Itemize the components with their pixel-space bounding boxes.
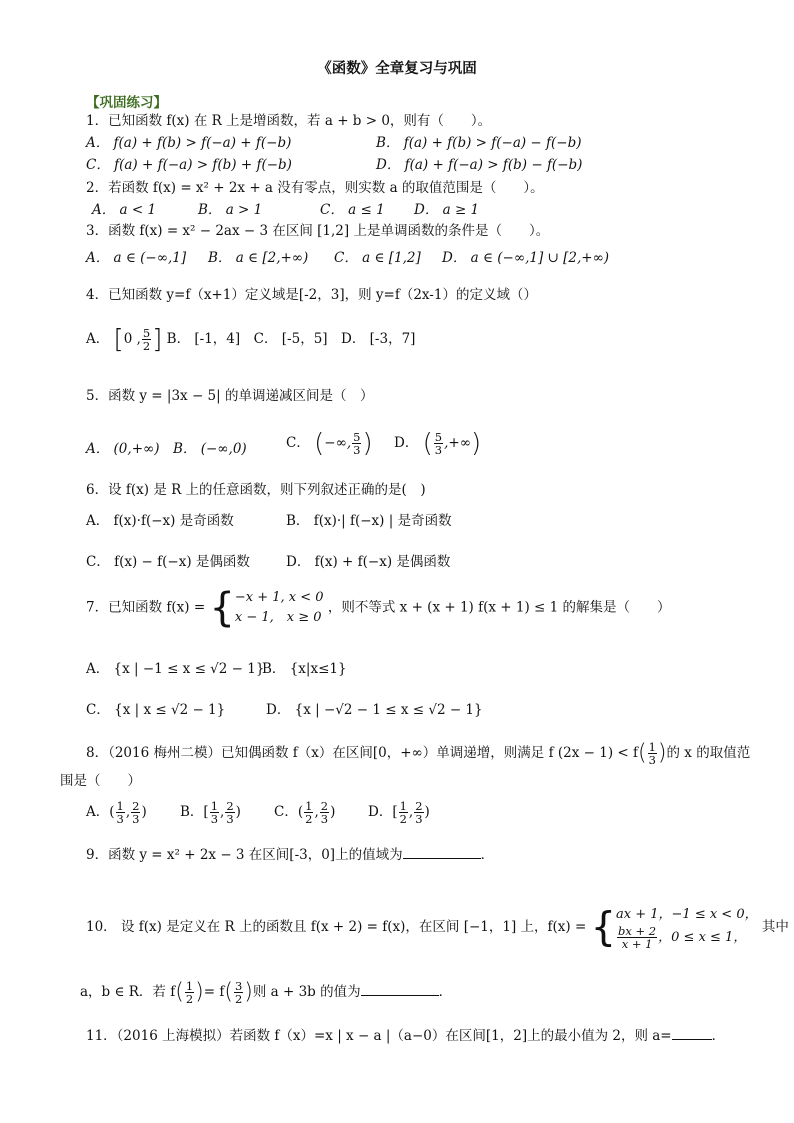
- q5-option-d-label: D．: [394, 435, 419, 451]
- q11-stem: 11．（2016 上海模拟）若函数 f（x）=x | x − a |（a−0）在区间[1，2]上的最小值为 2，则 a= ．: [86, 1028, 726, 1044]
- page-title: 《函数》全章复习与巩固: [317, 61, 477, 77]
- q10-brace: {: [590, 904, 617, 951]
- q4-zero: 0: [123, 331, 133, 347]
- q3-option-c: C． a ∈ [1,2]: [334, 250, 421, 266]
- q3-option-b: B． a ∈ [2,+∞): [208, 250, 309, 266]
- q4-bracket-left: [: [113, 324, 124, 355]
- q6-option-a: A． f(x)·f(−x) 是奇函数: [86, 513, 234, 529]
- q8-option-c: C．( $\frac{1}{2}$ , $\frac{2}{3}$ ): [274, 799, 336, 826]
- q1-option-c: C． f(a) + f(−a) > f(b) + f(−b): [86, 157, 292, 173]
- q7-case-2: x − 1, x ≥ 0: [234, 610, 322, 625]
- q7-option-a: A． {x | −1 ≤ x ≤ √2 − 1}: [86, 661, 265, 677]
- q8-stem-a: 8．（2016 梅州二模）已知偶函数 f（x）在区间[0，+∞）单调递增，则满足 f (2x − 1) < f: [86, 745, 638, 761]
- q8-option-a: A．( $\frac{1}{3}$ , $\frac{2}{3}$ ): [86, 799, 147, 826]
- q7-stem: [86, 585, 671, 631]
- q5-option-c: C． (−∞, $\frac{5}{3}$ ): [286, 428, 373, 459]
- section-heading: 【巩固练习】: [86, 95, 167, 111]
- q5-fraction-c: $\frac{5}{3}$: [353, 430, 361, 457]
- q7-stem-post: ，则不等式 x + (x + 1) f(x + 1) ≤ 1 的解集是（ ）: [327, 599, 671, 616]
- q7-case-1: −x + 1, x < 0: [234, 590, 324, 605]
- q10-stem-line1: 10． 设 f(x) 是定义在 R 上的函数且 f(x + 2) = f(x)，在区间 [−1，1] 上，f(x) = { ax + 1，−1 ≤ x < 0， $\frac{bx + 2}{x + 1}$ ，0 ≤ x ≤ 1， 其中: [86, 904, 789, 951]
- q8-option-b: B．[ $\frac{1}{3}$ , $\frac{2}{3}$ ): [180, 799, 241, 826]
- q7-stem-pre: 7．已知函数 f(x) =: [86, 599, 206, 616]
- q10-cases: [616, 905, 758, 950]
- q1-option-a: A． f(a) + f(b) > f(−a) + f(−b): [86, 135, 292, 151]
- q1-option-b: B． f(a) + f(b) > f(−a) − f(−b): [376, 135, 582, 151]
- q1-stem: 1．已知函数 f(x) 在 R 上是增函数，若 a + b > 0，则有（ ）。: [86, 113, 492, 129]
- q10-stem-line2: a，b ∈ R．若 f( $\frac{1}{2}$ )= f( $\frac{3}{2}$ )则 a + 3b 的值为 ．: [80, 979, 453, 1006]
- q6-option-d: D． f(x) + f(−x) 是偶函数: [286, 554, 451, 570]
- q10-case-1: ax + 1，−1 ≤ x < 0，: [616, 907, 758, 922]
- q3-option-d: D． a ∈ (−∞,1] ∪ [2,+∞): [442, 250, 610, 266]
- q4-option-a-label: A．: [86, 331, 110, 347]
- q6-option-c: C． f(x) − f(−x) 是偶函数: [86, 554, 250, 570]
- q10-answer-blank[interactable]: [361, 983, 439, 996]
- q7-option-b: B． {x|x≤1}: [262, 661, 347, 677]
- q3-stem: 3．函数 f(x) = x² − 2ax − 3 在区间 [1,2] 上是单调函数的条件是（ ）。: [86, 223, 550, 239]
- q8-option-d: D．[ $\frac{1}{2}$ , $\frac{2}{3}$ ): [368, 799, 430, 826]
- q7-cases: [235, 588, 324, 628]
- q8-stem-b: 的 x 的取值范: [666, 745, 751, 761]
- q8-stem-line2: 围是（ ）: [60, 773, 141, 789]
- q4-stem: 4．已知函数 y=f（x+1）定义域是[-2，3]，则 y=f（2x-1）的定义域（）: [86, 287, 537, 303]
- q10-case-2: $\frac{bx + 2}{x + 1}$ ，0 ≤ x ≤ 1，: [618, 924, 747, 951]
- q7-brace: {: [209, 585, 235, 631]
- q7-option-d: D． {x | −√2 − 1 ≤ x ≤ √2 − 1}: [266, 702, 483, 718]
- q9-stem: 9．函数 y = x² + 2x − 3 在区间[-3，0]上的值域为 ．: [86, 847, 495, 863]
- q7-option-c: C． {x | x ≤ √2 − 1}: [86, 702, 226, 718]
- q6-option-b: B． f(x)·| f(−x) | 是奇函数: [286, 513, 452, 529]
- q4-options-rest: B． [-1，4] C． [-5，5] D． [-3，7]: [166, 331, 416, 347]
- q2-stem: 2．若函数 f(x) = x² + 2x + a 没有零点，则实数 a 的取值范围是（ ）。: [86, 180, 544, 196]
- q5-option-d: D． ( $\frac{5}{3}$ ,+∞): [394, 428, 482, 459]
- q2-option-b: B． a > 1: [198, 202, 263, 218]
- q2-option-a: A． a < 1: [92, 202, 157, 218]
- q4-fraction: $\frac{5}{2}$: [142, 326, 151, 353]
- q9-answer-blank[interactable]: [403, 846, 481, 859]
- q1-option-d: D． f(a) + f(−a) > f(b) − f(−b): [376, 157, 583, 173]
- q5-fraction-d: $\frac{5}{3}$: [434, 430, 443, 457]
- q11-answer-blank[interactable]: [672, 1027, 712, 1040]
- q4-bracket-right: ]: [152, 324, 163, 355]
- q5-option-b: B． (−∞,0): [173, 441, 247, 457]
- q8-stem-line1: 8．（2016 梅州二模）已知偶函数 f（x）在区间[0，+∞）单调递增，则满足 f (2x − 1) < f( $\frac{1}{3}$ )的 x 的取值范: [86, 740, 751, 767]
- q5-stem: 5．函数 y = |3x − 5| 的单调递减区间是（ ）: [86, 388, 374, 404]
- q2-option-d: D． a ≥ 1: [414, 202, 480, 218]
- q5-option-c-label: C．: [286, 435, 310, 451]
- q6-stem: 6．设 f(x) 是 R 上的任意函数，则下列叙述正确的是( ): [86, 482, 426, 498]
- q5-option-a: A． (0,+∞): [86, 441, 160, 457]
- q8-frac-third: $\frac{1}{3}$: [648, 740, 656, 767]
- q3-option-a: A． a ∈ (−∞,1]: [86, 250, 187, 266]
- q4-options: A． [0 , $\frac{5}{2}$ ] B． [-1，4] C． [-5，5] D． [-3，7]: [86, 324, 416, 355]
- q2-option-c: C． a ≤ 1: [320, 202, 385, 218]
